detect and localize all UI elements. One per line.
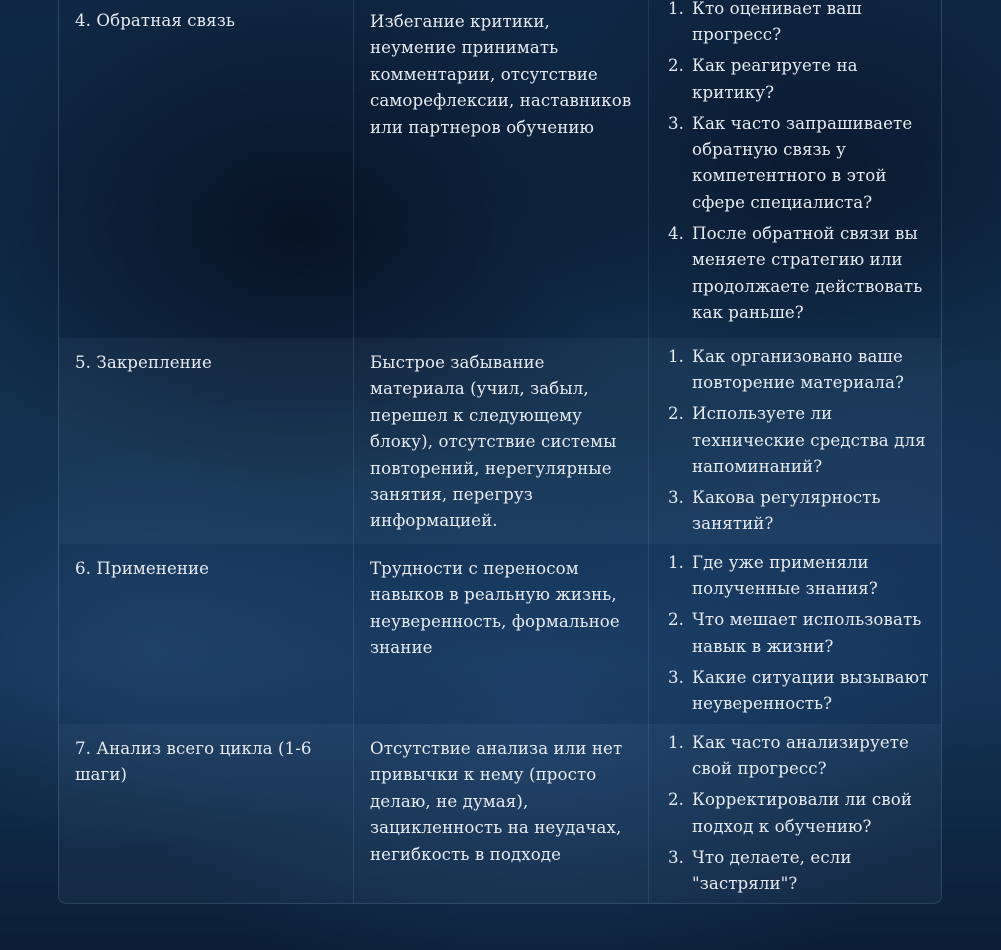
question-item: 1. Как часто анализируете свой прогресс? [668, 733, 909, 779]
stage-cell [59, 724, 354, 904]
question-item: 2. Что мешает использовать навык в жизни? [668, 610, 922, 656]
question-item: 3. Что делаете, если "застряли"? [668, 847, 852, 894]
questions-list [655, 344, 935, 538]
stage-label: 7. Анализ всего цикла (1-6 шаги) [75, 739, 312, 785]
question-item: 1. Как организовано ваше повторение материала? [668, 347, 905, 393]
problems-text: Быстрое забывание материала (учил, забыл, перешел к следующему блоку), отсутствие системы повторений, нерегулярные занятия, перегруз информацией. [370, 353, 617, 531]
questions-cell [649, 338, 942, 544]
table-row [59, 544, 941, 724]
problems-text: Избегание критики, неумение принимать комментарии, отсутствие саморефлексии, наставников или партнеров обучению [370, 12, 632, 137]
question-item: 2. Корректировали ли свой подход к обучению? [668, 790, 912, 836]
table-row [59, 0, 941, 338]
stage-label: 4. Обратная связь [75, 11, 235, 30]
problems-cell [354, 544, 649, 724]
table-row [59, 338, 941, 544]
problems-cell [354, 724, 649, 904]
question-item: 2. Используете ли технические средства для напоминаний? [668, 404, 926, 477]
questions-list [655, 730, 935, 897]
questions-cell [649, 0, 942, 338]
stage-label: 5. Закрепление [75, 353, 212, 372]
stage-cell [59, 338, 354, 544]
table-row [59, 724, 941, 904]
questions-cell [649, 544, 942, 724]
stage-cell [59, 0, 354, 338]
problems-cell [354, 338, 649, 544]
question-item: 1. Где уже применяли полученные знания? [668, 553, 878, 599]
question-item: 3. Какова регулярность занятий? [668, 488, 881, 534]
diagnostic-table [58, 0, 942, 904]
question-item: 2. Как реагируете на критику? [668, 56, 858, 102]
question-item: 1. Кто оценивает ваш прогресс? [668, 0, 862, 45]
stage-cell [59, 544, 354, 724]
question-item: 3. Как часто запрашиваете обратную связь у компетентного в этой сфере специалиста? [668, 113, 913, 212]
questions-cell [649, 724, 942, 904]
problems-text: Отсутствие анализа или нет привычки к нему (просто делаю, не думая), зацикленность на неудачах, негибкость в подходе [370, 739, 623, 864]
problems-text: Трудности с переносом навыков в реальную жизнь, неуверенность, формальное знание [370, 559, 620, 658]
stage-label: 6. Применение [75, 559, 210, 578]
problems-cell [354, 0, 649, 338]
question-item: 4. После обратной связи вы меняете стратегию или продолжаете действовать как раньше? [668, 223, 923, 322]
questions-list [655, 0, 935, 326]
question-item: 3. Какие ситуации вызывают неуверенность? [668, 667, 929, 714]
questions-list [655, 550, 935, 717]
